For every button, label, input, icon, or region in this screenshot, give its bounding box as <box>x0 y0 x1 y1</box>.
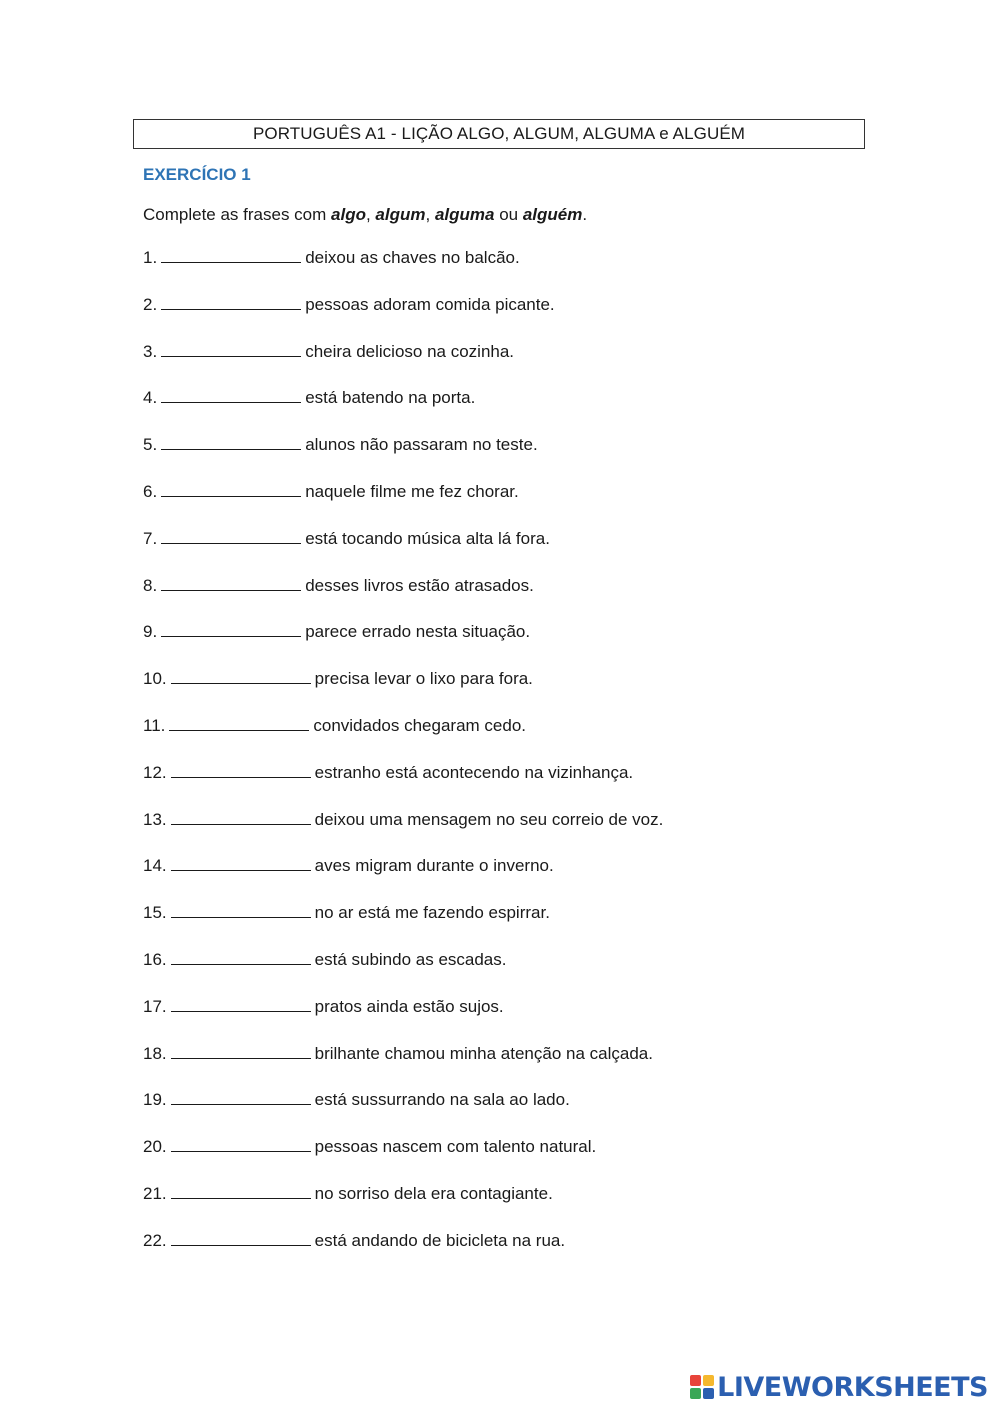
item-number: 8. <box>143 575 158 595</box>
item-text: no sorriso dela era contagiante. <box>314 1183 553 1203</box>
exercise-item <box>143 853 663 900</box>
answer-blank[interactable] <box>161 339 301 357</box>
answer-blank[interactable] <box>171 760 311 778</box>
exercise-item <box>143 526 663 573</box>
exercise-item <box>143 947 663 994</box>
exercise-item <box>143 339 663 386</box>
answer-blank[interactable] <box>161 619 301 637</box>
item-number: 6. <box>143 481 158 501</box>
item-text: brilhante chamou minha atenção na calçada. <box>314 1043 653 1063</box>
answer-blank[interactable] <box>161 385 301 403</box>
instruction-suffix: . <box>582 205 588 224</box>
exercise-item <box>143 619 663 666</box>
item-text: aves migram durante o inverno. <box>314 856 554 876</box>
answer-blank[interactable] <box>161 245 301 263</box>
option-algum: algum <box>375 205 426 224</box>
exercise-item <box>143 385 663 432</box>
instruction-prefix: Complete as frases com <box>143 205 332 224</box>
item-number: 18. <box>143 1043 167 1063</box>
exercise-item <box>143 1041 663 1088</box>
option-algo: algo <box>331 205 366 224</box>
answer-blank[interactable] <box>171 1041 311 1059</box>
exercise-item <box>143 994 663 1041</box>
item-text: parece errado nesta situação. <box>305 622 531 642</box>
worksheet-title: PORTUGUÊS A1 - LIÇÃO ALGO, ALGUM, ALGUMA e ALGUÉM <box>252 124 746 143</box>
exercise-item <box>143 479 663 526</box>
answer-blank[interactable] <box>171 994 311 1012</box>
answer-blank[interactable] <box>171 900 311 918</box>
exercise-item <box>143 760 663 807</box>
exercise-item <box>143 292 663 339</box>
item-number: 16. <box>143 949 167 969</box>
exercise-item <box>143 666 663 713</box>
option-alguem: alguém <box>522 205 583 224</box>
item-text: convidados chegaram cedo. <box>313 715 527 735</box>
item-number: 20. <box>143 1137 167 1157</box>
answer-blank[interactable] <box>161 432 301 450</box>
exercise-item <box>143 900 663 947</box>
exercise-heading: EXERCÍCIO 1 <box>143 165 251 184</box>
item-text: deixou as chaves no balcão. <box>305 248 520 267</box>
answer-blank[interactable] <box>171 1087 311 1105</box>
instruction-sep: , <box>425 205 435 224</box>
item-text: pessoas adoram comida picante. <box>305 294 555 314</box>
answer-blank[interactable] <box>171 947 311 965</box>
item-text: pratos ainda estão sujos. <box>314 996 504 1016</box>
exercise-item <box>143 807 663 854</box>
item-text: alunos não passaram no teste. <box>305 435 538 455</box>
item-text: está andando de bicicleta na rua. <box>314 1230 566 1250</box>
item-number: 2. <box>143 294 158 314</box>
answer-blank[interactable] <box>161 573 301 591</box>
item-text: estranho está acontecendo na vizinhança. <box>314 762 634 782</box>
item-text: naquele filme me fez chorar. <box>305 481 519 501</box>
answer-blank[interactable] <box>171 807 311 825</box>
answer-blank[interactable] <box>161 479 301 497</box>
item-number: 21. <box>143 1183 167 1203</box>
item-number: 17. <box>143 996 167 1016</box>
item-text: desses livros estão atrasados. <box>305 575 534 595</box>
item-text: está tocando música alta lá fora. <box>305 528 550 548</box>
answer-blank[interactable] <box>161 292 301 310</box>
exercise-item <box>143 1181 663 1228</box>
answer-blank[interactable] <box>169 713 309 731</box>
item-text: deixou uma mensagem no seu correio de voz. <box>314 809 664 829</box>
exercise-item <box>143 245 663 292</box>
item-number: 22. <box>143 1230 167 1250</box>
answer-blank[interactable] <box>161 526 301 544</box>
answer-blank[interactable] <box>171 666 311 684</box>
option-alguma: alguma <box>434 205 495 224</box>
exercise-items-list <box>143 245 663 1275</box>
item-number: 3. <box>143 341 158 361</box>
item-number: 12. <box>143 762 167 782</box>
exercise-item <box>143 1134 663 1181</box>
item-number: 13. <box>143 809 167 829</box>
item-number: 1. <box>143 248 158 267</box>
item-text: está batendo na porta. <box>305 388 476 408</box>
item-number: 15. <box>143 903 167 923</box>
instruction-sep: ou <box>494 205 523 224</box>
item-number: 14. <box>143 856 167 876</box>
exercise-item <box>143 1087 663 1134</box>
worksheet-title-box <box>133 119 865 149</box>
answer-blank[interactable] <box>171 853 311 871</box>
item-number: 7. <box>143 528 158 548</box>
item-text: está subindo as escadas. <box>314 949 507 969</box>
exercise-item <box>143 432 663 479</box>
item-text: está sussurrando na sala ao lado. <box>314 1090 570 1110</box>
exercise-item <box>143 713 663 760</box>
item-number: 10. <box>143 669 167 689</box>
item-number: 11. <box>143 715 166 735</box>
liveworksheets-logo <box>690 1372 988 1402</box>
item-number: 5. <box>143 435 158 455</box>
exercise-item <box>143 573 663 620</box>
item-number: 19. <box>143 1090 167 1110</box>
exercise-item <box>143 1228 663 1275</box>
item-number: 9. <box>143 622 158 642</box>
item-text: precisa levar o lixo para fora. <box>314 669 533 689</box>
logo-mark-icon <box>690 1375 714 1399</box>
answer-blank[interactable] <box>171 1134 311 1152</box>
item-text: no ar está me fazendo espirrar. <box>314 903 550 923</box>
answer-blank[interactable] <box>171 1228 311 1246</box>
exercise-instruction <box>143 205 587 225</box>
instruction-sep: , <box>365 205 376 224</box>
item-text: pessoas nascem com talento natural. <box>314 1137 597 1157</box>
item-text: cheira delicioso na cozinha. <box>305 341 515 361</box>
logo-text: LIVEWORKSHEETS <box>717 1371 988 1403</box>
item-number: 4. <box>143 388 158 408</box>
answer-blank[interactable] <box>171 1181 311 1199</box>
